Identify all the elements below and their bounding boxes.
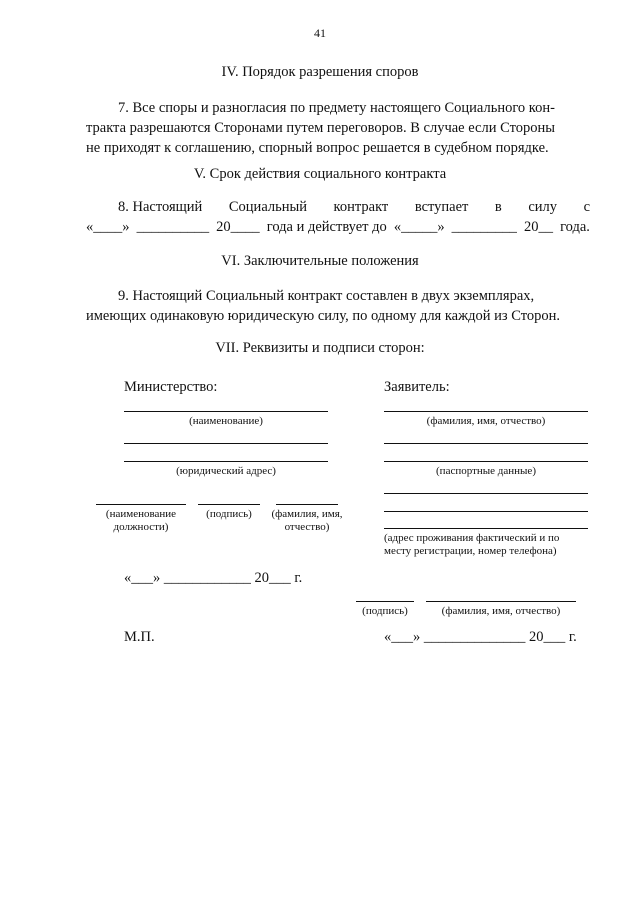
applicant-signature-caption: (подпись)	[362, 605, 408, 617]
p7-line-2: тракта разрешаются Сторонами путем переговоров. В случае если Стороны	[86, 120, 555, 136]
paragraph-9	[86, 286, 590, 326]
p8-word: с	[583, 199, 590, 215]
fio-caption-2: отчество)	[284, 521, 330, 533]
ministry-fio-caption	[266, 508, 348, 534]
applicant-fio-line-2[interactable]	[426, 601, 576, 602]
p8-word: вступает	[414, 199, 469, 215]
applicant-fio-caption-2: (фамилия, имя, отчество)	[441, 605, 561, 617]
applicant-fio-caption: (фамилия, имя, отчество)	[426, 415, 546, 427]
start-month-blank: __________	[136, 219, 210, 235]
page-number: 41	[314, 26, 326, 40]
address-caption-1: (адрес проживания фактический и по	[384, 532, 560, 544]
section-7-title: VII. Реквизиты и подписи сторон:	[215, 340, 425, 356]
end-day-blank: «_____»	[393, 219, 445, 235]
end-year-blank: 20__	[524, 219, 553, 235]
ministry-position-line[interactable]	[96, 504, 186, 505]
ministry-signature-line[interactable]	[198, 504, 260, 505]
applicant-address-caption	[384, 532, 594, 558]
applicant-address-line-1[interactable]	[384, 493, 588, 494]
section-4-title: IV. Порядок разрешения споров	[221, 64, 419, 80]
paragraph-7	[86, 98, 590, 158]
applicant-address-line-3[interactable]	[384, 528, 588, 529]
section-6-title: VI. Заключительные положения	[221, 253, 419, 269]
ministry-address-caption: (юридический адрес)	[176, 465, 276, 477]
applicant-signature-line[interactable]	[356, 601, 414, 602]
p8-text-end: года.	[560, 219, 590, 235]
ministry-name-caption: (наименование)	[189, 415, 263, 427]
section-5-title: V. Срок действия социального контракта	[193, 166, 447, 182]
p8-text: года и действует до	[266, 219, 387, 235]
ministry-address-line[interactable]	[124, 461, 328, 462]
p8-word: силу	[528, 199, 558, 215]
applicant-passport-caption: (паспортные данные)	[436, 465, 536, 477]
applicant-label: Заявитель:	[384, 379, 450, 395]
p9-line-2: имеющих одинаковую юридическую силу, по одному для каждой из Сторон.	[86, 308, 561, 324]
ministry-position-caption	[96, 508, 186, 534]
position-caption-1: (наименование	[105, 508, 177, 520]
ministry-name-line-2[interactable]	[124, 443, 328, 444]
p8-word: Социальный	[228, 199, 307, 215]
ministry-signature-caption: (подпись)	[206, 508, 252, 520]
p8-word: 8. Настоящий	[118, 199, 203, 215]
paragraph-8-line-2	[86, 219, 590, 236]
ministry-name-line[interactable]	[124, 411, 328, 412]
p7-line-1: 7. Все споры и разногласия по предмету настоящего Социального кон-	[118, 100, 555, 116]
p8-word: в	[494, 199, 502, 215]
ministry-label: Министерство:	[124, 379, 218, 395]
ministry-date-line[interactable]: «___» ____________ 20___ г.	[124, 570, 303, 586]
start-day-blank: «____»	[86, 219, 130, 235]
applicant-address-line-2[interactable]	[384, 511, 588, 512]
p8-word: контракт	[333, 199, 389, 215]
fio-caption-1: (фамилия, имя,	[271, 508, 343, 520]
applicant-passport-line-1[interactable]	[384, 443, 588, 444]
applicant-passport-line-2[interactable]	[384, 461, 588, 462]
applicant-fio-line[interactable]	[384, 411, 588, 412]
position-caption-2: должности)	[113, 521, 169, 533]
p9-line-1: 9. Настоящий Социальный контракт составлен в двух экземплярах,	[118, 288, 535, 304]
start-year-blank: 20____	[216, 219, 260, 235]
ministry-fio-line[interactable]	[276, 504, 338, 505]
end-month-blank: _________	[451, 219, 517, 235]
applicant-date-line[interactable]: «___» ______________ 20___ г.	[384, 629, 577, 645]
address-caption-2: месту регистрации, номер телефона)	[384, 545, 557, 557]
p7-line-3: не приходят к соглашению, спорный вопрос решается в судебном порядке.	[86, 140, 549, 156]
ministry-stamp: М.П.	[124, 629, 155, 645]
paragraph-8-line-1	[86, 199, 590, 216]
